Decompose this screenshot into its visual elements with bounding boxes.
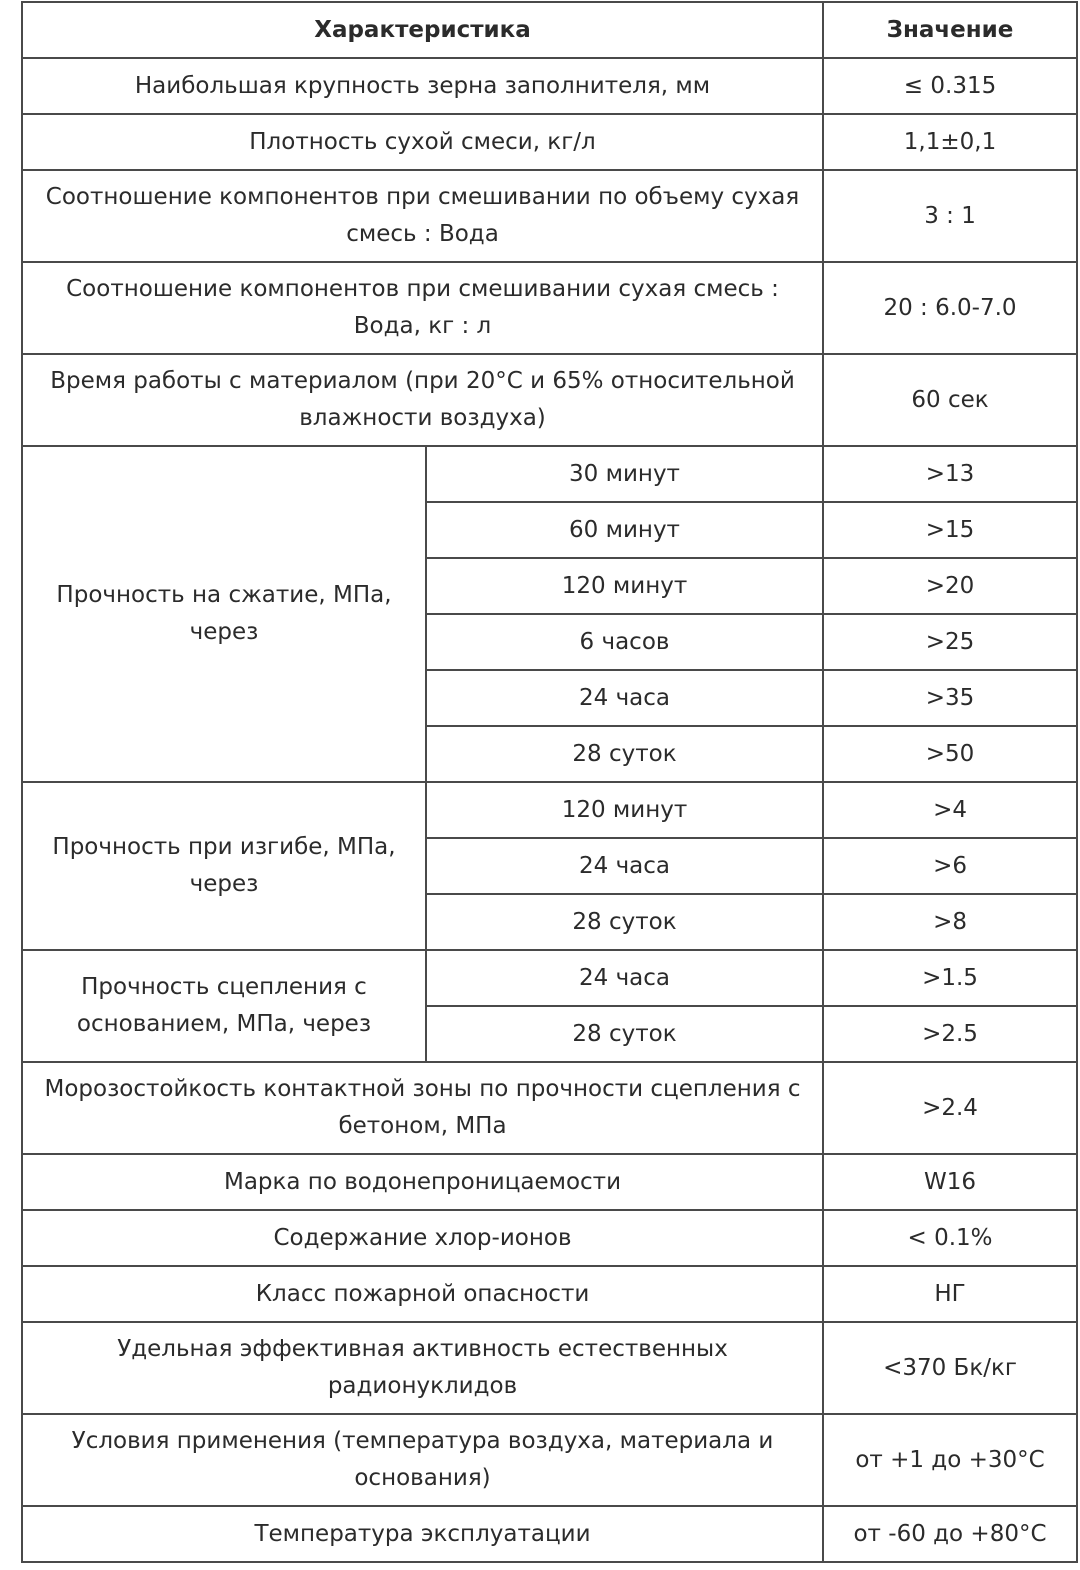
row-label: Соотношение компонентов при смешивании по объему сухая смесь : Вода <box>22 170 823 262</box>
row-value: < 0.1% <box>823 1210 1077 1266</box>
row-value: >50 <box>823 726 1077 782</box>
header-characteristic: Характеристика <box>22 2 823 58</box>
row-value: 60 сек <box>823 354 1077 446</box>
time-cell: 120 минут <box>426 782 823 838</box>
group-label-compression: Прочность на сжатие, МПа, через <box>22 446 426 782</box>
table-row <box>22 170 1077 262</box>
time-cell: 30 минут <box>426 446 823 502</box>
row-label: Содержание хлор-ионов <box>22 1210 823 1266</box>
row-value: W16 <box>823 1154 1077 1210</box>
row-value: >35 <box>823 670 1077 726</box>
row-label: Морозостойкость контактной зоны по прочности сцепления с бетоном, МПа <box>22 1062 823 1154</box>
table-row <box>22 1062 1077 1154</box>
row-value: >4 <box>823 782 1077 838</box>
header-value: Значение <box>823 2 1077 58</box>
time-cell: 24 часа <box>426 670 823 726</box>
row-value: от -60 до +80°С <box>823 1506 1077 1562</box>
group-label-bending: Прочность при изгибе, МПа, через <box>22 782 426 950</box>
row-label: Время работы с материалом (при 20°С и 65% относительной влажности воздуха) <box>22 354 823 446</box>
table-row <box>22 1210 1077 1266</box>
row-value: >2.5 <box>823 1006 1077 1062</box>
table-row <box>22 446 1077 502</box>
table-row <box>22 354 1077 446</box>
time-cell: 24 часа <box>426 950 823 1006</box>
row-value: >8 <box>823 894 1077 950</box>
time-cell: 120 минут <box>426 558 823 614</box>
row-value: >13 <box>823 446 1077 502</box>
table-row <box>22 262 1077 354</box>
time-cell: 28 суток <box>426 894 823 950</box>
table-row <box>22 1322 1077 1414</box>
row-value: НГ <box>823 1266 1077 1322</box>
row-label: Класс пожарной опасности <box>22 1266 823 1322</box>
row-label: Марка по водонепроницаемости <box>22 1154 823 1210</box>
table-row <box>22 950 1077 1006</box>
row-value: <370 Бк/кг <box>823 1322 1077 1414</box>
table-row <box>22 114 1077 170</box>
row-label: Условия применения (температура воздуха, материала и основания) <box>22 1414 823 1506</box>
row-label: Соотношение компонентов при смешивании сухая смесь : Вода, кг : л <box>22 262 823 354</box>
row-value: 1,1±0,1 <box>823 114 1077 170</box>
time-cell: 28 суток <box>426 726 823 782</box>
row-value: 20 : 6.0-7.0 <box>823 262 1077 354</box>
row-value: ≤ 0.315 <box>823 58 1077 114</box>
row-value: >1.5 <box>823 950 1077 1006</box>
specs-table <box>21 1 1078 1563</box>
table-row <box>22 1154 1077 1210</box>
time-cell: 60 минут <box>426 502 823 558</box>
table-row <box>22 782 1077 838</box>
row-value: >20 <box>823 558 1077 614</box>
time-cell: 6 часов <box>426 614 823 670</box>
row-value: >15 <box>823 502 1077 558</box>
table-row <box>22 1414 1077 1506</box>
table-row <box>22 1266 1077 1322</box>
row-value: >25 <box>823 614 1077 670</box>
table-row <box>22 1506 1077 1562</box>
time-cell: 28 суток <box>426 1006 823 1062</box>
row-value: от +1 до +30°С <box>823 1414 1077 1506</box>
row-label: Наибольшая крупность зерна заполнителя, мм <box>22 58 823 114</box>
row-value: >2.4 <box>823 1062 1077 1154</box>
table-header-row <box>22 2 1077 58</box>
row-value: 3 : 1 <box>823 170 1077 262</box>
table-row <box>22 58 1077 114</box>
time-cell: 24 часа <box>426 838 823 894</box>
group-label-adhesion: Прочность сцепления с основанием, МПа, через <box>22 950 426 1062</box>
row-label: Плотность сухой смеси, кг/л <box>22 114 823 170</box>
row-value: >6 <box>823 838 1077 894</box>
row-label: Температура эксплуатации <box>22 1506 823 1562</box>
row-label: Удельная эффективная активность естественных радионуклидов <box>22 1322 823 1414</box>
